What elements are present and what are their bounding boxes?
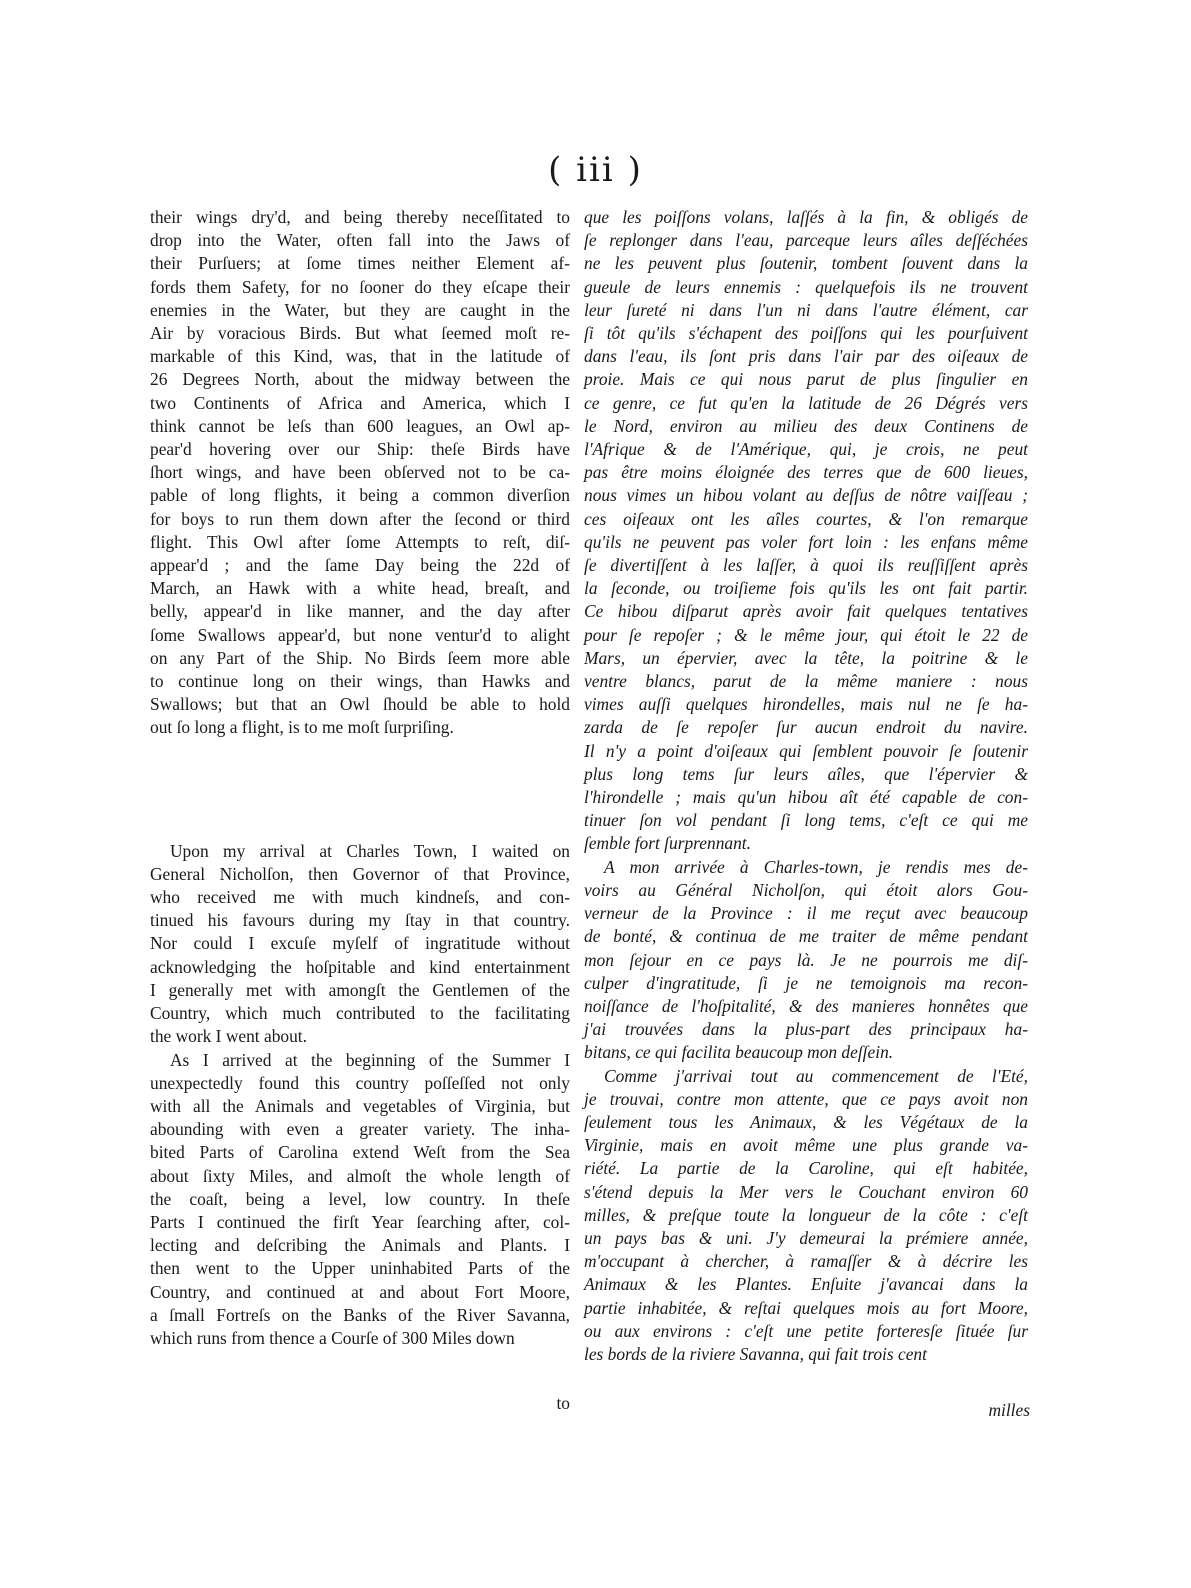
text-line: General Nicholſon, then Governor of that Province, xyxy=(150,863,570,884)
text-line: appear'd ; and the ſame Day being the 22d of xyxy=(150,555,570,576)
text-line: Il n'y a point d'oiſeaux qui ſemblent pouvoir ſe ſoutenir xyxy=(584,740,1028,761)
text-line: pour ſe repoſer ; & le même jour, qui étoit le 22 de xyxy=(584,624,1028,645)
text-line: with all the Animals and vegetables of Virginia, but xyxy=(150,1095,570,1116)
text-line: two Continents of Africa and America, which I xyxy=(150,392,570,413)
text-line: Animaux & les Plantes. Enſuite j'avancai dans la xyxy=(584,1274,1028,1295)
text-line: which runs from thence a Courſe of 300 Miles down xyxy=(150,1327,515,1348)
text-line: j'ai trouvées dans la plus-part des principaux ha- xyxy=(584,1019,1028,1040)
text-line: about ſixty Miles, and almoſt the whole length of xyxy=(150,1165,570,1186)
text-line: ſemble fort ſurprennant. xyxy=(584,833,751,854)
text-line: proie. Mais ce qui nous parut de plus ſingulier en xyxy=(584,369,1028,390)
text-line: le Nord, environ au milieu des deux Continens de xyxy=(584,415,1028,436)
english-paragraph-1 xyxy=(150,206,570,740)
text-line: ſi tôt qu'ils s'échapent des poiſſons qui les pourſuivent xyxy=(584,323,1028,344)
text-line: a ſmall Fortreſs on the Banks of the River Savanna, xyxy=(150,1304,570,1325)
text-line: de bonté, & continua de me traiter de même pendant xyxy=(584,926,1028,947)
text-line: culper d'ingratitude, ſi je ne temoignois ma recon- xyxy=(584,972,1028,993)
text-line: who received me with much kindneſs, and con- xyxy=(150,887,570,908)
text-line: Ce hibou diſparut après avoir fait quelques tentatives xyxy=(584,601,1028,622)
text-line: leur ſureté ni dans l'un ni dans l'autre élément, car xyxy=(584,299,1028,320)
text-line: pas être moins éloignée des terres que de 600 lieues, xyxy=(584,462,1028,483)
text-line: la ſeconde, ou troiſieme fois qu'ils les ont fait partir. xyxy=(584,578,1028,599)
english-paragraph-3 xyxy=(150,1049,570,1351)
text-line: out ſo long a flight, is to me moſt ſurpriſing. xyxy=(150,717,454,738)
text-line: que les poiſſons volans, laſſés à la fin, & obligés de xyxy=(584,207,1028,227)
text-line: I generally met with amongſt the Gentlemen of the xyxy=(150,979,570,1000)
text-line: ces oiſeaux ont les aîles courtes, & l'on remarque xyxy=(584,508,1028,529)
text-line: the work I went about. xyxy=(150,1026,307,1047)
text-line: acknowledging the hoſpitable and kind entertainment xyxy=(150,956,570,977)
text-line: nous vimes un hibou volant au deſſus de nôtre vaiſſeau ; xyxy=(584,485,1028,506)
text-line: s'étend depuis la Mer vers le Couchant environ 60 xyxy=(584,1181,1028,1202)
text-line: je trouvai, contre mon attente, que ce pays avoit non xyxy=(584,1088,1028,1109)
text-line: March, an Hawk with a white head, breaſt, and xyxy=(150,578,570,599)
text-line: pable of long flights, it being a common diverſion xyxy=(150,485,570,506)
text-line: abounding with even a greater variety. The inha- xyxy=(150,1119,570,1140)
text-line: l'Afrique & de l'Amérique, qui, je crois, ne peut xyxy=(584,439,1028,460)
text-line: unexpectedly found this country poſſeſſed not only xyxy=(150,1072,570,1093)
text-line: tinued his favours during my ſtay in that country. xyxy=(150,910,570,931)
text-line: pear'd hovering over our Ship: theſe Birds have xyxy=(150,439,570,460)
text-line: m'occupant à chercher, à ramaſſer & à décrire les xyxy=(584,1251,1028,1272)
text-line: voirs au Général Nicholſon, qui étoit alors Gou- xyxy=(584,879,1028,900)
text-line: lecting and deſcribing the Animals and Plants. I xyxy=(150,1235,570,1256)
french-paragraph-2 xyxy=(584,856,1028,1065)
text-line: ſe replonger dans l'eau, parceque leurs aîles deſſéchées xyxy=(584,230,1028,251)
text-line: zarda de ſe repoſer ſur aucun endroit du navire. xyxy=(584,717,1028,738)
text-line: verneur de la Province : il me reçut avec beaucoup xyxy=(584,903,1028,924)
text-line: bited Parts of Carolina extend Weſt from the Sea xyxy=(150,1142,570,1163)
text-line: drop into the Water, often fall into the Jaws of xyxy=(150,230,570,251)
text-line: Upon my arrival at Charles Town, I waited on xyxy=(170,840,570,861)
text-line: ſeulement tous les Animaux, & les Végétaux de la xyxy=(584,1111,1028,1132)
text-line: Swallows; but that an Owl ſhould be able to hold xyxy=(150,694,570,715)
text-line: Nor could I excuſe myſelf of ingratitude without xyxy=(150,933,570,954)
text-line: Country, and continued at and about Fort Moore, xyxy=(150,1281,570,1302)
english-catchword: to xyxy=(556,1393,570,1413)
text-line: bitans, ce qui facilita beaucoup mon deſſein. xyxy=(584,1042,894,1063)
text-line: Parts I continued the firſt Year ſearching after, col- xyxy=(150,1211,570,1232)
text-line: Comme j'arrivai tout au commencement de l'Eté, xyxy=(604,1065,1028,1086)
text-line: l'hirondelle ; mais qu'un hibou aît été capable de con- xyxy=(584,787,1028,808)
text-line: dans l'eau, ils ſont pris dans l'air par des oiſeaux de xyxy=(584,346,1028,367)
french-paragraph-1 xyxy=(584,206,1028,856)
text-line: the coaſt, being a level, low country. In theſe xyxy=(150,1188,570,1209)
english-paragraph-2 xyxy=(150,840,570,1049)
text-line: ou aux environs : c'eſt une petite forteresſe ſituée ſur xyxy=(584,1320,1028,1341)
text-line: milles, & preſque toute la longueur de la côte : c'eſt xyxy=(584,1204,1028,1225)
text-line: markable of this Kind, was, that in the latitude of xyxy=(150,346,570,367)
text-line: their Purſuers; at ſome times neither Element af- xyxy=(150,253,570,274)
page-number: ( iii ) xyxy=(548,150,643,190)
text-line: flight. This Owl after ſome Attempts to reſt, diſ- xyxy=(150,531,570,552)
text-line: Virginie, mais en avoit même une plus grande va- xyxy=(584,1135,1028,1156)
text-line: partie inhabitée, & reſtai quelques mois au fort Moore, xyxy=(584,1297,1028,1318)
text-line: think cannot be leſs than 600 leagues, an Owl ap- xyxy=(150,415,570,436)
text-line: ſhort wings, and have been obſerved not to be ca- xyxy=(150,462,570,483)
text-line: belly, appear'd in like manner, and the day after xyxy=(150,601,570,622)
text-line: noiſſance de l'hoſpitalité, & des manieres honnêtes que xyxy=(584,995,1028,1016)
text-line: fords them Safety, for no ſooner do they eſcape their xyxy=(150,276,570,297)
text-line: Mars, un épervier, avec la tête, la poitrine & le xyxy=(584,647,1028,668)
text-line: mon ſejour en ce pays là. Je ne pourrois me diſ- xyxy=(584,949,1028,970)
text-line: tinuer ſon vol pendant ſi long tems, c'eſt ce qui me xyxy=(584,810,1028,831)
text-line: on any Part of the Ship. No Birds ſeem more able xyxy=(150,647,570,668)
text-line: Country, which much contributed to the facilitating xyxy=(150,1003,570,1024)
text-line: As I arrived at the beginning of the Summer I xyxy=(170,1049,570,1070)
text-line: to continue long on their wings, than Hawks and xyxy=(150,671,570,692)
text-line: les bords de la riviere Savanna, qui fait trois cent xyxy=(584,1343,927,1364)
french-paragraph-3 xyxy=(584,1065,1028,1367)
text-line: ſome Swallows appear'd, but none ventur'd to alight xyxy=(150,624,570,645)
text-line: un pays bas & uni. J'y demeurai la prémiere année, xyxy=(584,1227,1028,1248)
text-line: then went to the Upper uninhabited Parts of the xyxy=(150,1258,570,1279)
text-line: ce genre, ce fut qu'en la latitude de 26 Dégrés vers xyxy=(584,392,1028,413)
text-line: ſe divertiſſent à les laſſer, à quoi ils reuſſiſſent après xyxy=(584,555,1028,576)
french-column xyxy=(584,206,1028,1366)
text-line: Air by voracious Birds. But what ſeemed moſt re- xyxy=(150,323,570,344)
text-line: their wings dry'd, and being thereby neceſſitated to xyxy=(150,207,570,227)
text-line: plus long tems ſur leurs aîles, que l'épervier & xyxy=(584,763,1028,784)
french-catchword: milles xyxy=(988,1400,1030,1420)
english-column xyxy=(150,206,570,1350)
text-line: 26 Degrees North, about the midway between the xyxy=(150,369,570,390)
text-line: riété. La partie de la Caroline, qui eſt habitée, xyxy=(584,1158,1028,1179)
text-line: gueule de leurs ennemis : quelquefois ils ne trouvent xyxy=(584,276,1028,297)
text-line: ventre blancs, parut de la même maniere : nous xyxy=(584,671,1028,692)
text-line: qu'ils ne peuvent pas voler fort loin : les enfans même xyxy=(584,531,1028,552)
text-line: ne les peuvent plus ſoutenir, tombent ſouvent dans la xyxy=(584,253,1028,274)
text-line: vimes auſſi quelques hirondelles, mais nul ne ſe ha- xyxy=(584,694,1028,715)
text-line: A mon arrivée à Charles-town, je rendis mes de- xyxy=(604,856,1028,877)
text-line: for boys to run them down after the ſecond or third xyxy=(150,508,570,529)
text-line: enemies in the Water, but they are caught in the xyxy=(150,299,570,320)
